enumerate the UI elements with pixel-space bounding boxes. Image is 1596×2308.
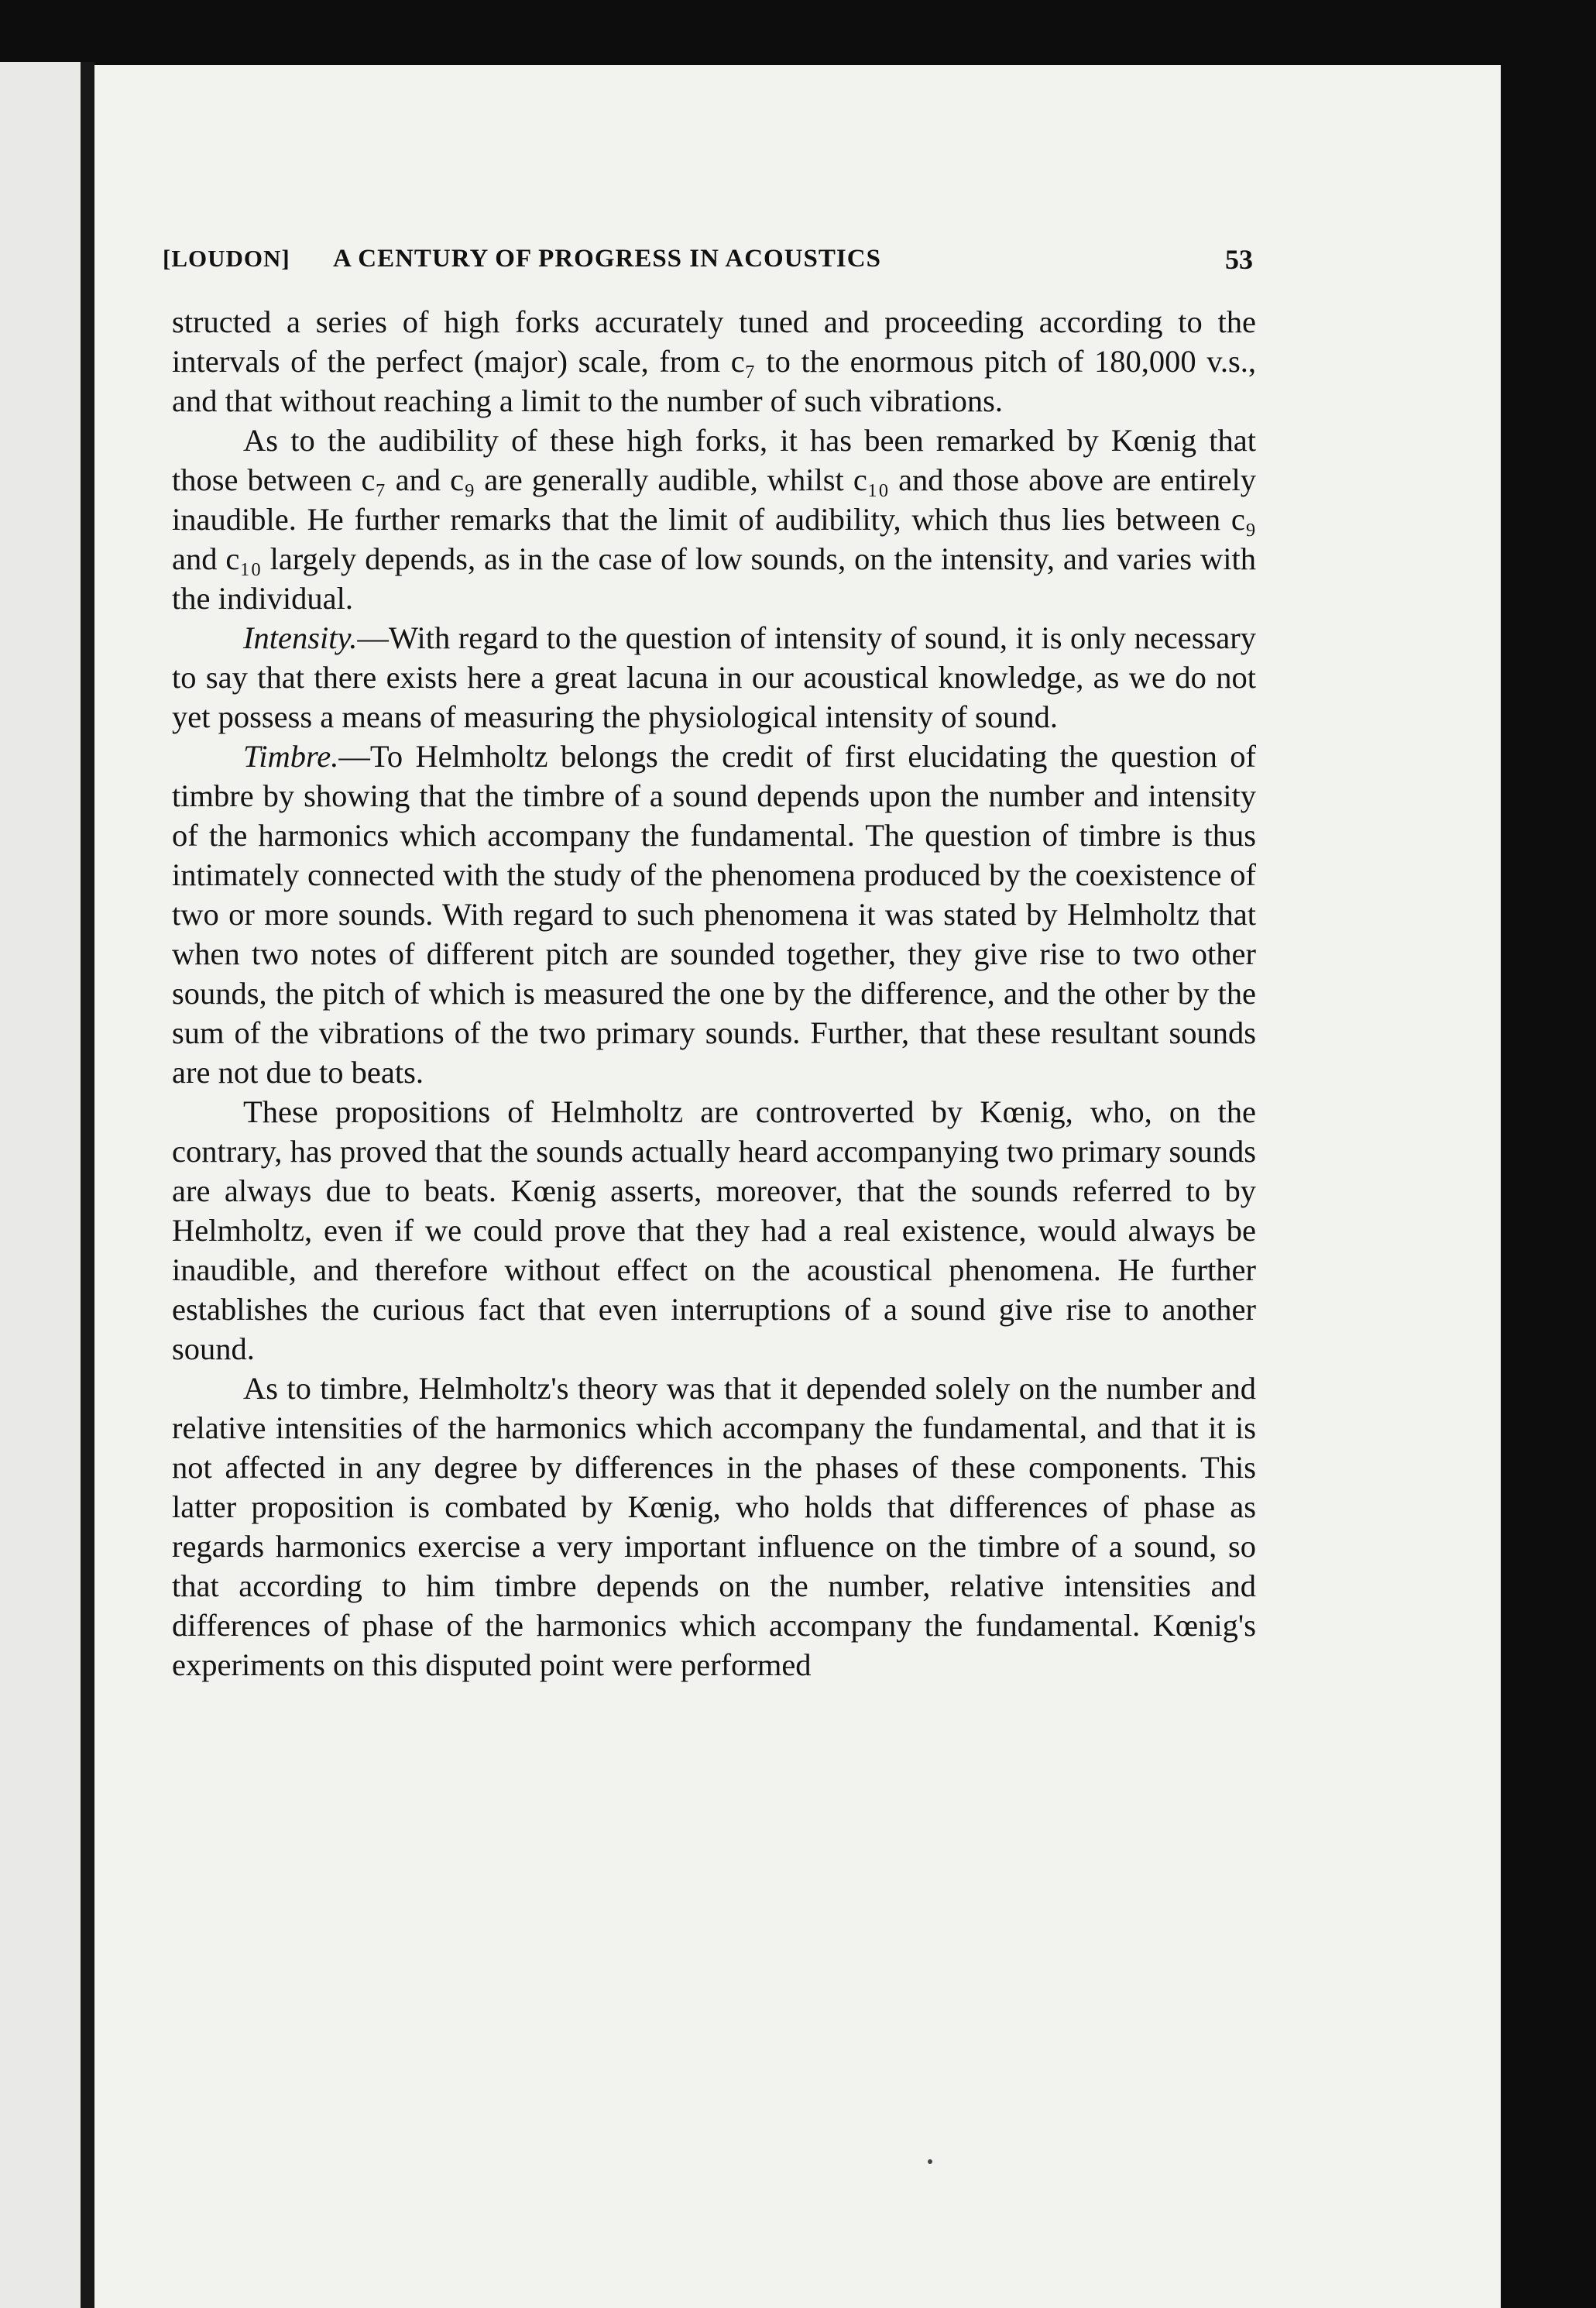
paragraph-continued [172, 302, 1256, 421]
running-header [163, 245, 1253, 291]
adjacent-page-edge [0, 62, 81, 2308]
header-author: [LOUDON] [163, 245, 290, 272]
paragraph-text: —With regard to the question of intensity of sound, it is only necessary to say that there exists here a great lacuna in our acoustical knowledge, as we do not yet possess a means of measuring the physiological intensity of sound. [172, 620, 1256, 734]
paragraph-audibility [172, 421, 1256, 618]
paragraph-text: As to timbre, Helmholtz's theory was that it depended solely on the number and relative intensities of the harmonics which accompany the fundamental, and that it is not affected in any degree by differences in the phases of these components. This latter proposition is combated by Kœnig, who holds that differences of phase as regards harmonics exercise a very important influence on the timbre of a sound, so that according to him timbre depends on the number, relative intensities and differences of phase of the harmonics which accompany the fundamental. Kœnig's experiments on this disputed point were performed [172, 1371, 1256, 1682]
page-gutter [81, 62, 94, 2308]
page-number: 53 [1225, 244, 1253, 275]
paragraph-timbre [172, 737, 1256, 1092]
paragraph-text: As to the audibility of these high forks, it has been remarked by Kœnig that those between c₇ and c₉ are generally audible, whilst c₁₀ and those above are entirely inaudible. He further remarks that the limit of audibility, which thus lies between c₉ and c₁₀ largely depends, as in the case of low sounds, on the intensity, and varies with the individual. [172, 423, 1256, 616]
paragraph-heading: Intensity. [243, 620, 358, 655]
header-title: A CENTURY OF PROGRESS IN ACOUSTICS [333, 245, 881, 273]
paragraph-text: —To Helmholtz belongs the credit of first elucidating the question of timbre by showing that the timbre of a sound depends upon the number and intensity of the harmonics which accompany the fundamental. The question of timbre is thus intimately connected with the study of the phenomena produced by the coexistence of two or more sounds. With regard to such phenomena it was stated by Helmholtz that when two notes of different pitch are sounded together, they give rise to two other sounds, the pitch of which is measured the one by the difference, and the other by the sum of the vibrations of the two primary sounds. Further, that these resultant sounds are not due to beats. [172, 739, 1256, 1090]
paragraph-text: structed a series of high forks accurately tuned and proceeding according to the intervals of the perfect (major) scale, from c₇ to the enormous pitch of 180,000 v.s., and that without reaching a limit to the number of such vibrations. [172, 304, 1256, 418]
scan-speck [928, 2159, 932, 2164]
paragraph-text: These propositions of Helmholtz are controverted by Kœnig, who, on the contrary, has proved that the sounds actually heard accompanying two primary sounds are always due to beats. Kœnig asserts, moreover, that the sounds referred to by Helmholtz, even if we could prove that they had a real existence, would always be inaudible, and therefore without effect on the acoustical phenomena. He further establishes the curious fact that even interruptions of a sound give rise to another sound. [172, 1094, 1256, 1366]
body-text [172, 302, 1256, 1685]
paragraph-heading: Timbre. [243, 739, 339, 774]
paragraph-phases [172, 1369, 1256, 1685]
paragraph-koenig [172, 1092, 1256, 1369]
paragraph-intensity [172, 618, 1256, 737]
